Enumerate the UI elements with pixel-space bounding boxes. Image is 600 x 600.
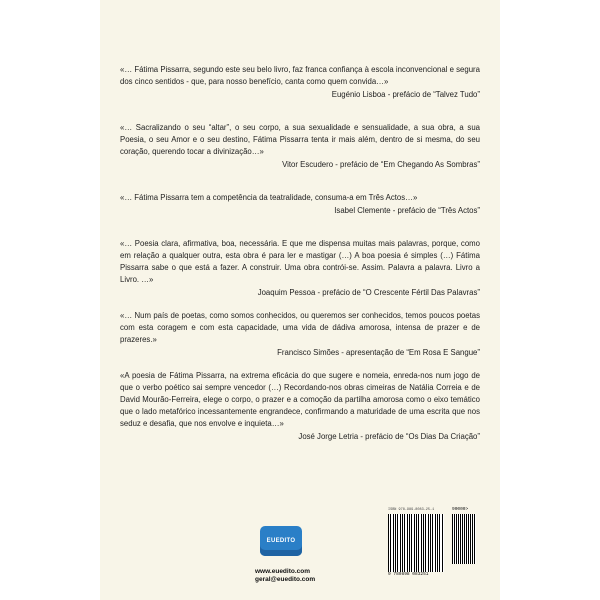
quote-text: «… Fátima Pissarra, segundo este seu belo livro, faz franca confiança à escola inconvencional e segura dos cinco sentidos - que, para nosso benefício, canta como quem convida…»: [120, 65, 480, 86]
quote-text: «… Num país de poetas, como somos conhecidos, ou queremos ser conhecidos, temos poucos poetas com esta coragem e com esta capacidade, uma vida de dádiva amorosa, intensa de prazer e de prazeres.»: [120, 311, 480, 344]
price-code: 90000>: [452, 507, 469, 512]
quote-attribution: José Jorge Letria - prefácio de “Os Dias Da Criação”: [298, 432, 480, 441]
publisher-email[interactable]: geral@euedito.com: [255, 576, 316, 583]
quote-2: [120, 122, 480, 171]
quote-attribution: Eugénio Lisboa - prefácio de “Talvez Tudo”: [331, 90, 480, 99]
quote-3: [120, 192, 480, 217]
quote-attribution: Joaquim Pessoa - prefácio de “O Crescente Fértil Das Palavras”: [257, 288, 480, 297]
publisher-logo-text: EUEDITO: [266, 538, 296, 544]
publisher-contact: [255, 568, 335, 584]
publisher-website[interactable]: www.euedito.com: [255, 568, 311, 575]
barcode-digits: 9 789898 083251: [388, 572, 429, 577]
isbn-barcode: [388, 514, 444, 572]
quote-attribution: Francisco Simões - apresentação de “Em Rosa E Sangue”: [277, 348, 480, 357]
quote-text: «… Poesia clara, afirmativa, boa, necessária. E que me dispensa muitas mais palavras, porque, como em relação a qualquer outra, esta obra é para ler e mastigar (…) A boa poesia é simples (…) Fátima Pissarra sabe o que está a fazer. A construir. Uma obra contrói-se. Assim. Palavra a palavra. Livro a Livro. …»: [120, 239, 480, 284]
publisher-logo: [260, 526, 302, 556]
quote-attribution: Isabel Clemente - prefácio de “Três Actos”: [334, 206, 480, 215]
quote-5: [120, 310, 480, 359]
isbn-label: ISBN 978-989-8083-25-1: [388, 508, 435, 512]
quote-1: [120, 64, 480, 101]
quote-text: «… Sacralizando o seu “altar”, o seu corpo, a sua sexualidade e sensualidade, a sua obra, a sua Poesia, o seu Amor e o seu destino, Fátima Pissarra tenta ir mais além, dentro de si mesma, do seu coração, querendo tocar a divinização…»: [120, 123, 480, 156]
quote-6: [120, 370, 480, 443]
quote-text: «A poesia de Fátima Pissarra, na extrema eficácia do que sugere e nomeia, enreda-nos num jogo de que o verbo poético sai sempre vencedor (…) Recordando-nos obras cimeiras de Natália Correia e de David Mourão-Ferreira, elege o corpo, o prazer e a comoção da partilha amorosa como o eixo temático que o lado metafórico incessantemente engrandece, confirmando a maturidade de uma escrita que nos seduz e desafia, que nos envolve e inquieta…»: [120, 371, 480, 428]
quote-attribution: Vitor Escudero - prefácio de “Em Chegando As Sombras”: [282, 160, 480, 169]
quote-text: «… Fátima Pissarra tem a competência da teatralidade, consuma-a em Três Actos…»: [120, 193, 418, 202]
quote-4: [120, 238, 480, 299]
price-barcode: [452, 514, 476, 564]
